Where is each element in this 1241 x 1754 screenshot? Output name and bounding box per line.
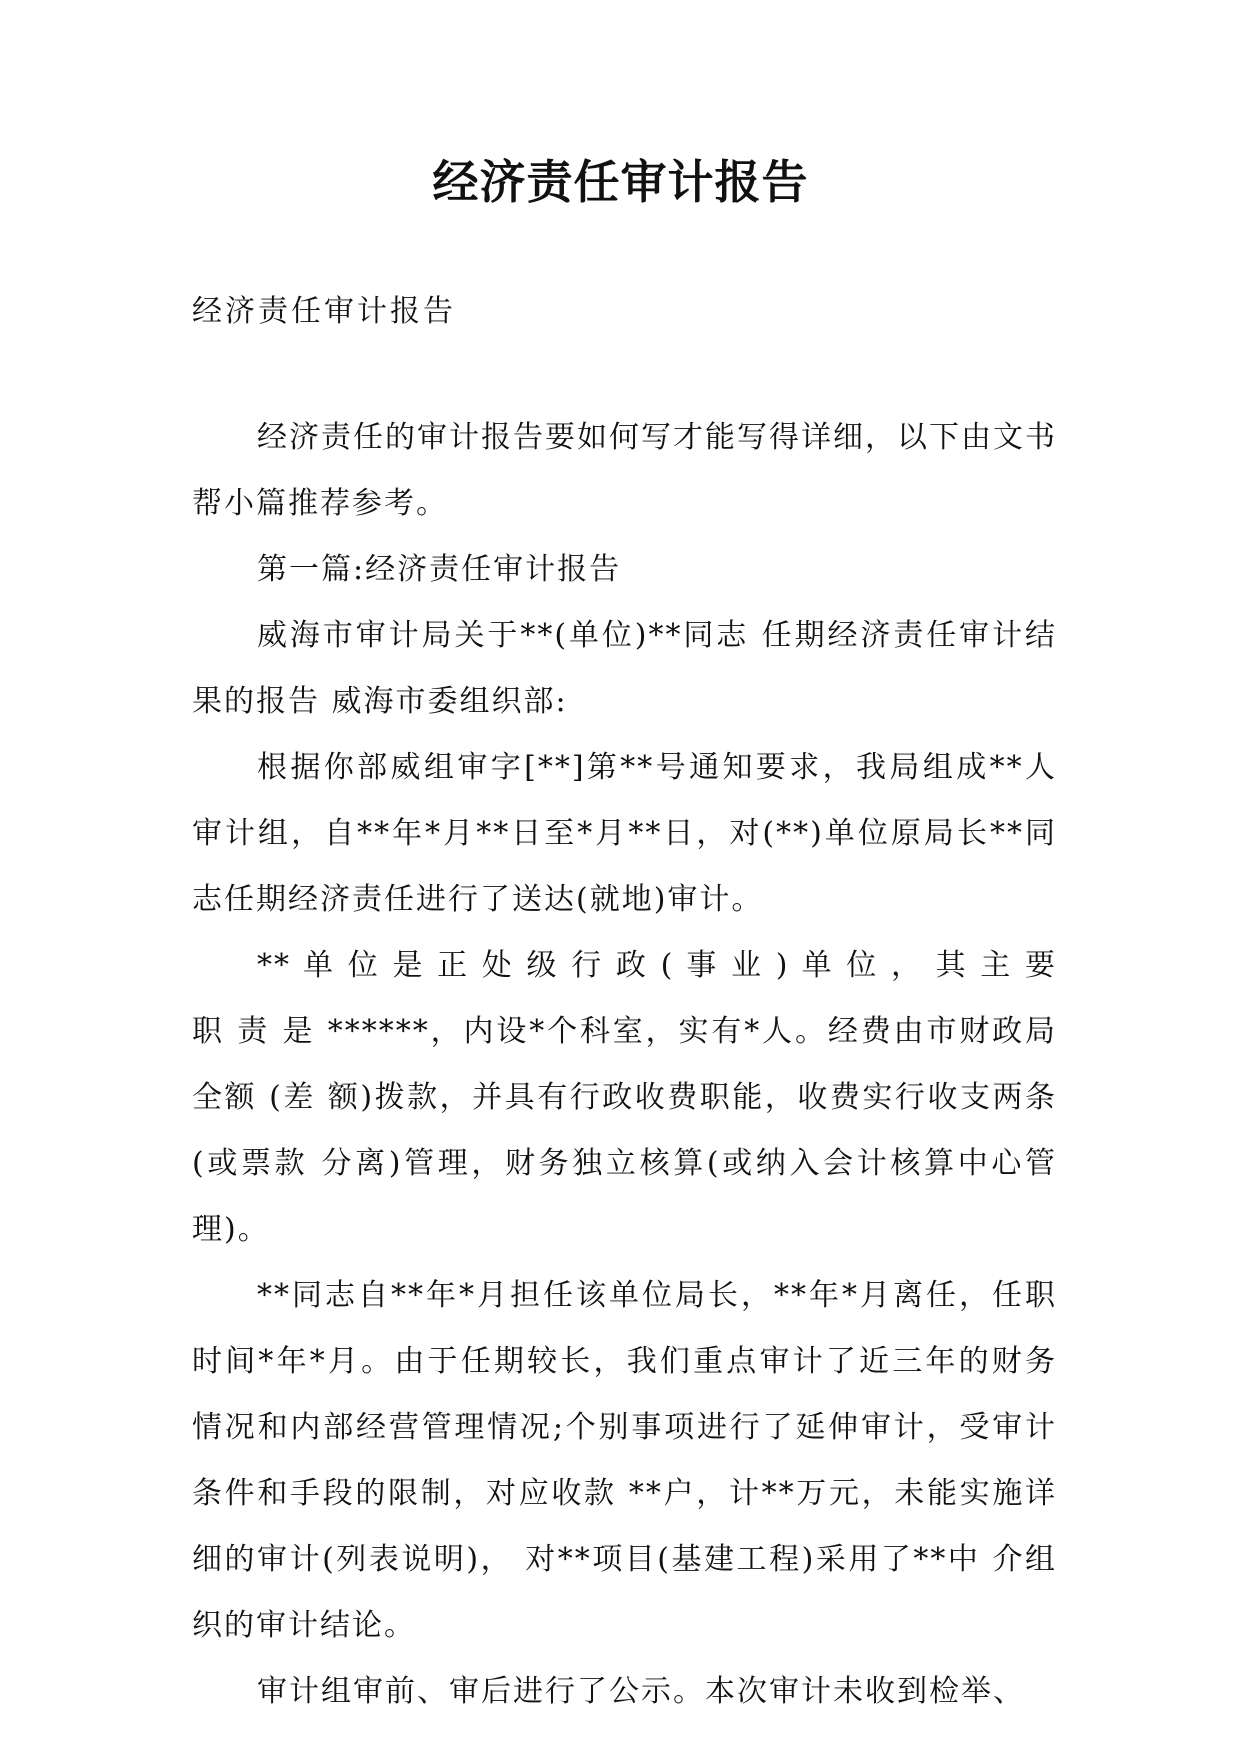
document-subtitle: 经济责任审计报告 — [192, 294, 456, 329]
paragraph-intro: 经济责任的审计报告要如何写才能写得详细，以下由文书帮小篇推荐参考。 — [192, 420, 1057, 521]
paragraph-unit-profile: ** 单 位 是 正 处 级 行 政 ( 事 业 ) 单 位 ， 其 主 要 职 责 是 ******，内设*个科室，实有*人。经费由市财政局全额 (差 额)拨款，并具有行政收费职能，收费实行收支两条(或票款 分离)管理，财务独立核算(或纳入会计核算中心管理)。 — [192, 948, 1057, 1247]
paragraph-audit-basis: 根据你部威组审字[**]第**号通知要求，我局组成**人审计组，自**年*月**日至*月**日，对(**)单位原局长**同志任期经济责任进行了送达(就地)审计。 — [192, 750, 1057, 917]
paragraph-tenure-scope: **同志自**年*月担任该单位局长，**年*月离任，任职时间*年*月。由于任期较长，我们重点审计了近三年的财务情况和内部经营管理情况;个别事项进行了延伸审计，受审计条件和手段的限制，对应收款 **户，计**万元，未能实施详细的审计(列表说明)， 对**项目(基建工程)采用了**中 介组织的审计结论。 — [192, 1278, 1057, 1643]
paragraph-publicity: 审计组审前、审后进行了公示。本次审计未收到检举、 — [257, 1674, 1025, 1709]
paragraph-report-heading: 威海市审计局关于**(单位)**同志 任期经济责任审计结果的报告 威海市委组织部: — [192, 618, 1057, 719]
document-body — [192, 405, 1057, 1725]
paragraph-section-heading: 第一篇:经济责任审计报告 — [257, 552, 622, 587]
document-title: 经济责任审计报告 — [432, 155, 809, 209]
